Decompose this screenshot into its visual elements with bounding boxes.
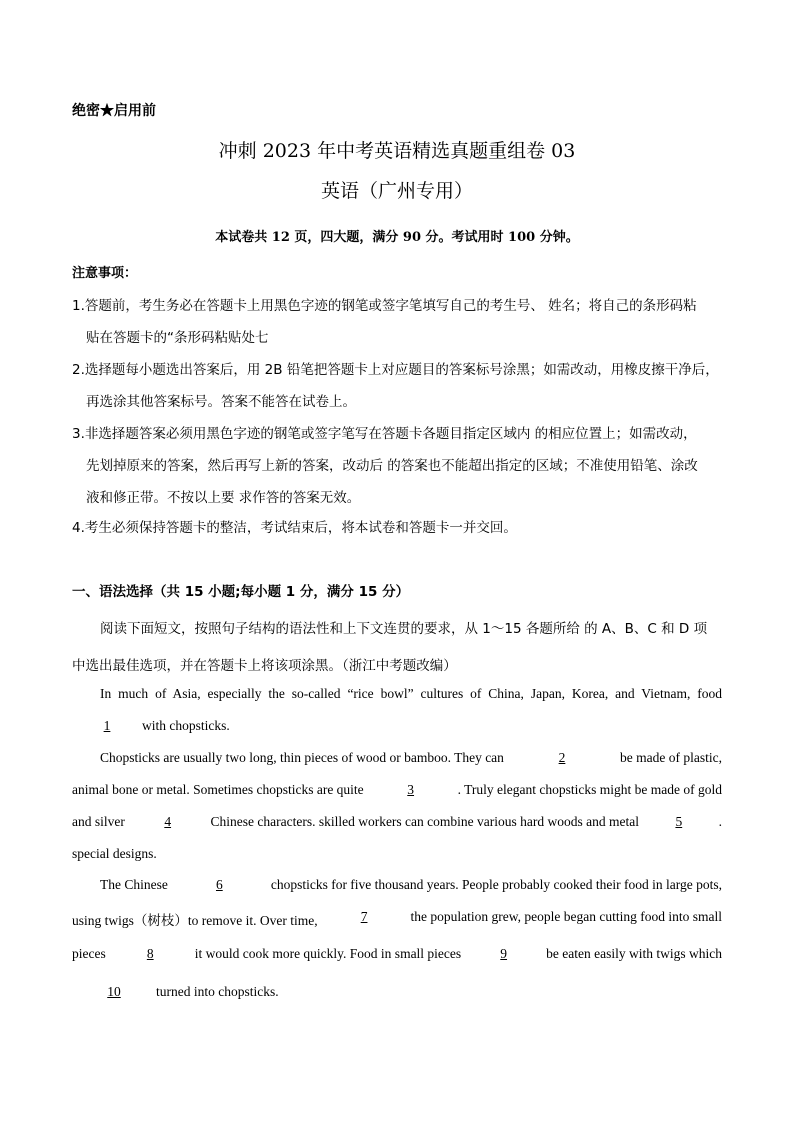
blank-7[interactable]: 7 — [360, 909, 368, 924]
passage-line: Chopsticks are usually two long, thin pieces of wood or bamboo. They can 2 be made of plastic, — [100, 750, 722, 765]
page-title: 冲刺 2023 年中考英语精选真题重组卷 03 — [218, 140, 576, 162]
notice-heading: 注意事项： — [72, 266, 138, 281]
passage-line: In much of Asia, especially the so-called “rice bowl” cultures of China, Japan, Korea, and Vietnam, food — [100, 686, 722, 701]
blank-10[interactable]: 10 — [107, 984, 121, 999]
passage-line: 1 with chopsticks. — [72, 718, 230, 734]
section-instructions: 阅读下面短文，按照句子结构的语法性和上下文连贯的要求，从 1～15 各题所给 的 A、B、C 和 D 项 — [100, 621, 708, 637]
passage-line: 10 turned into chopsticks. — [72, 984, 279, 1000]
page-subtitle: 英语（广州专用） — [320, 180, 473, 202]
notice-item-3-cont2: 液和修正带。不按以上要 求作答的答案无效。 — [86, 490, 361, 506]
section-instructions-cont: 中选出最佳选项，并在答题卡上将该项涂黑。（浙江中考题改编） — [72, 658, 457, 674]
blank-8[interactable]: 8 — [146, 946, 154, 961]
blank-9[interactable]: 9 — [500, 946, 508, 961]
notice-item-3: 3.非选择题答案必须用黑色字迹的钢笔或签字笔写在答题卡各题目指定区域内 的相应位置上；如需改动， — [72, 426, 697, 442]
blank-3[interactable]: 3 — [407, 782, 415, 797]
notice-item-4: 4.考生必须保持答题卡的整洁，考试结束后，将本试卷和答题卡一并交回。 — [72, 520, 517, 536]
blank-2[interactable]: 2 — [558, 750, 566, 765]
secret-mark: 绝密★启用前 — [72, 103, 156, 119]
notice-item-2-cont: 再选涂其他答案标号。答案不能答在试卷上。 — [86, 394, 356, 410]
blank-4[interactable]: 4 — [164, 814, 172, 829]
notice-item-2: 2.选择题每小题选出答案后，用 2B 铅笔把答题卡上对应题目的答案标号涂黑；如需改动，用橡皮擦干净后， — [72, 362, 719, 378]
passage-line: special designs. — [72, 846, 157, 861]
section-heading: 一、语法选择（共 15 小题;每小题 1 分，满分 15 分） — [72, 584, 410, 600]
passage-line: animal bone or metal. Sometimes chopsticks are quite 3 . Truly elegant chopsticks might be made of gold — [72, 782, 722, 797]
notice-item-3-cont: 先划掉原来的答案，然后再写上新的答案，改动后 的答案也不能超出指定的区域；不准使用铅笔、涂改 — [86, 458, 698, 474]
blank-6[interactable]: 6 — [215, 877, 223, 892]
passage-line: and silver 4 Chinese characters. skilled workers can combine various hard woods and metal 5 . — [72, 814, 722, 829]
blank-1[interactable]: 1 — [103, 718, 111, 733]
passage-line: using twigs（树枝）to remove it. Over time, 7 the population grew, people began cutting food into small — [72, 909, 722, 928]
notice-item-1: 1.答题前，考生务必在答题卡上用黑色字迹的钢笔或签字笔填写自己的考生号、 姓名；将自己的条形码粘 — [72, 298, 697, 314]
passage-line: pieces 8 it would cook more quickly. Food in small pieces 9 be eaten easily with twigs which — [72, 946, 722, 961]
notice-item-1-cont: 贴在答题卡的“条形码粘贴处七 — [86, 330, 269, 346]
passage-line: The Chinese 6 chopsticks for five thousand years. People probably cooked their food in large pots, — [100, 877, 722, 892]
blank-5[interactable]: 5 — [675, 814, 683, 829]
exam-info: 本试卷共 12 页，四大题，满分 90 分。考试用时 100 分钟。 — [215, 230, 579, 245]
